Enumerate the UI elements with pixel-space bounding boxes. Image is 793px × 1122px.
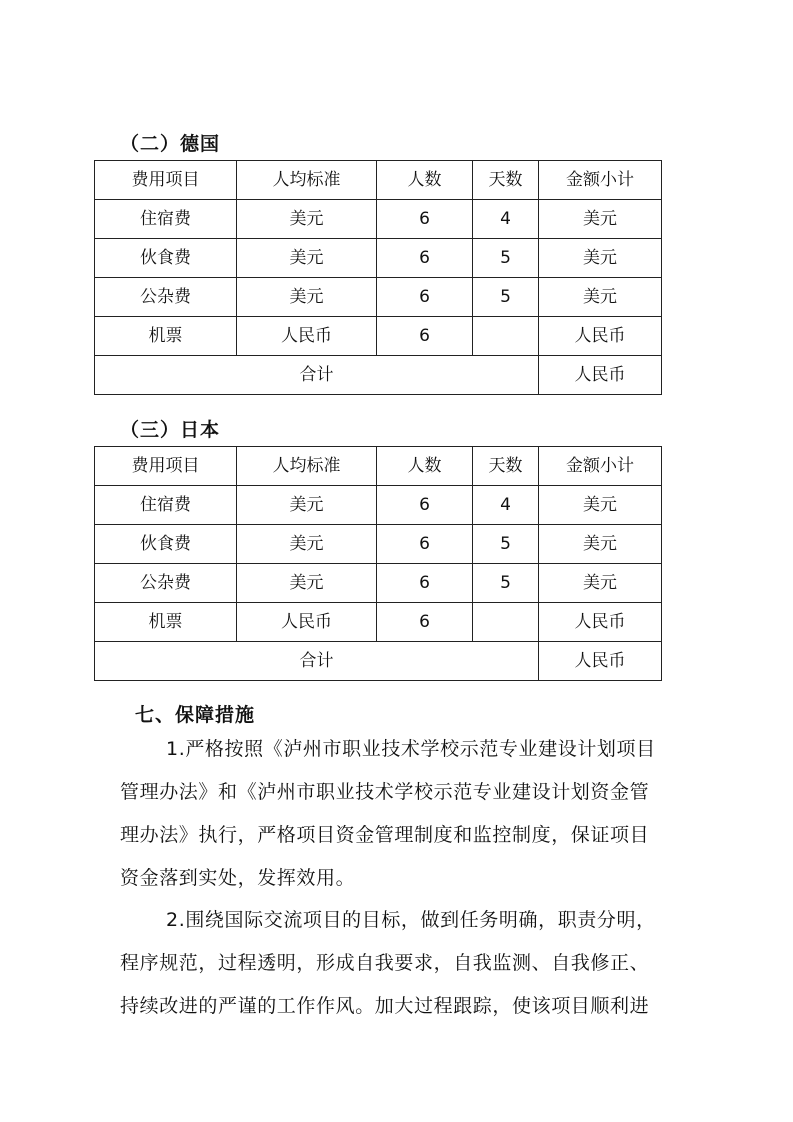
table-cell: 美元 bbox=[539, 486, 662, 525]
table-row bbox=[95, 603, 662, 642]
table-cell: 机票 bbox=[95, 317, 237, 356]
table-cell: 5 bbox=[473, 278, 539, 317]
header-cell: 人均标准 bbox=[237, 447, 377, 486]
table-cell: 美元 bbox=[237, 564, 377, 603]
table-cell: 伙食费 bbox=[95, 239, 237, 278]
header-cell: 人均标准 bbox=[237, 161, 377, 200]
header-cell: 人数 bbox=[377, 447, 473, 486]
table-cell: 4 bbox=[473, 200, 539, 239]
table-cell: 伙食费 bbox=[95, 525, 237, 564]
japan-fee-table bbox=[94, 446, 662, 681]
table-cell: 美元 bbox=[539, 564, 662, 603]
table-row bbox=[95, 278, 662, 317]
paragraph-1-line: 资金落到实处，发挥效用。 bbox=[120, 867, 356, 889]
header-cell: 人数 bbox=[377, 161, 473, 200]
table-cell: 5 bbox=[473, 564, 539, 603]
table-header-row bbox=[95, 447, 662, 486]
germany-heading: （二）德国 bbox=[120, 133, 221, 155]
header-cell: 金额小计 bbox=[539, 161, 662, 200]
table-row bbox=[95, 239, 662, 278]
total-row bbox=[95, 642, 662, 681]
table-cell: 人民币 bbox=[539, 317, 662, 356]
table-cell: 6 bbox=[377, 525, 473, 564]
paragraph-2-line: 程序规范，过程透明，形成自我要求，自我监测、自我修正、 bbox=[120, 952, 650, 974]
total-label: 合计 bbox=[95, 356, 539, 395]
header-cell: 费用项目 bbox=[95, 161, 237, 200]
table-cell: 美元 bbox=[539, 239, 662, 278]
header-cell: 费用项目 bbox=[95, 447, 237, 486]
table-cell: 人民币 bbox=[539, 603, 662, 642]
header-cell: 天数 bbox=[473, 447, 539, 486]
table-cell: 6 bbox=[377, 486, 473, 525]
table-cell: 美元 bbox=[539, 200, 662, 239]
paragraph-1-line: 管理办法》和《泸州市职业技术学校示范专业建设计划资金管 bbox=[120, 781, 650, 803]
total-amount: 人民币 bbox=[539, 356, 662, 395]
table-cell: 6 bbox=[377, 239, 473, 278]
table-cell: 美元 bbox=[539, 278, 662, 317]
japan-table-body bbox=[95, 447, 662, 681]
table-cell: 美元 bbox=[237, 278, 377, 317]
table-cell: 住宿费 bbox=[95, 200, 237, 239]
germany-table-body bbox=[95, 161, 662, 395]
header-cell: 金额小计 bbox=[539, 447, 662, 486]
paragraph-1-line: 理办法》执行，严格项目资金管理制度和监控制度，保证项目 bbox=[120, 824, 650, 846]
paragraph-2-line: 2.围绕国际交流项目的目标，做到任务明确，职责分明， bbox=[166, 909, 656, 931]
table-cell: 6 bbox=[377, 200, 473, 239]
table-cell: 公杂费 bbox=[95, 564, 237, 603]
table-row bbox=[95, 317, 662, 356]
table-row bbox=[95, 486, 662, 525]
measures-heading: 七、保障措施 bbox=[135, 704, 256, 726]
table-cell bbox=[473, 317, 539, 356]
paragraph-1-line: 1.严格按照《泸州市职业技术学校示范专业建设计划项目 bbox=[166, 738, 656, 760]
table-row bbox=[95, 525, 662, 564]
table-cell: 美元 bbox=[237, 239, 377, 278]
table-cell: 美元 bbox=[539, 525, 662, 564]
table-cell: 5 bbox=[473, 525, 539, 564]
paragraph-2-line: 持续改进的严谨的工作作风。加大过程跟踪，使该项目顺利进 bbox=[120, 995, 650, 1017]
germany-fee-table bbox=[94, 160, 662, 395]
table-cell: 机票 bbox=[95, 603, 237, 642]
table-cell: 4 bbox=[473, 486, 539, 525]
table-cell: 人民币 bbox=[237, 603, 377, 642]
table-cell: 6 bbox=[377, 603, 473, 642]
table-cell: 6 bbox=[377, 317, 473, 356]
table-cell: 6 bbox=[377, 278, 473, 317]
table-cell: 5 bbox=[473, 239, 539, 278]
table-row bbox=[95, 200, 662, 239]
table-cell: 美元 bbox=[237, 486, 377, 525]
table-cell bbox=[473, 603, 539, 642]
total-row bbox=[95, 356, 662, 395]
table-cell: 6 bbox=[377, 564, 473, 603]
header-cell: 天数 bbox=[473, 161, 539, 200]
table-cell: 美元 bbox=[237, 200, 377, 239]
table-cell: 住宿费 bbox=[95, 486, 237, 525]
total-amount: 人民币 bbox=[539, 642, 662, 681]
table-cell: 公杂费 bbox=[95, 278, 237, 317]
japan-heading: （三）日本 bbox=[120, 419, 221, 441]
table-row bbox=[95, 564, 662, 603]
total-label: 合计 bbox=[95, 642, 539, 681]
table-cell: 人民币 bbox=[237, 317, 377, 356]
table-header-row bbox=[95, 161, 662, 200]
table-cell: 美元 bbox=[237, 525, 377, 564]
